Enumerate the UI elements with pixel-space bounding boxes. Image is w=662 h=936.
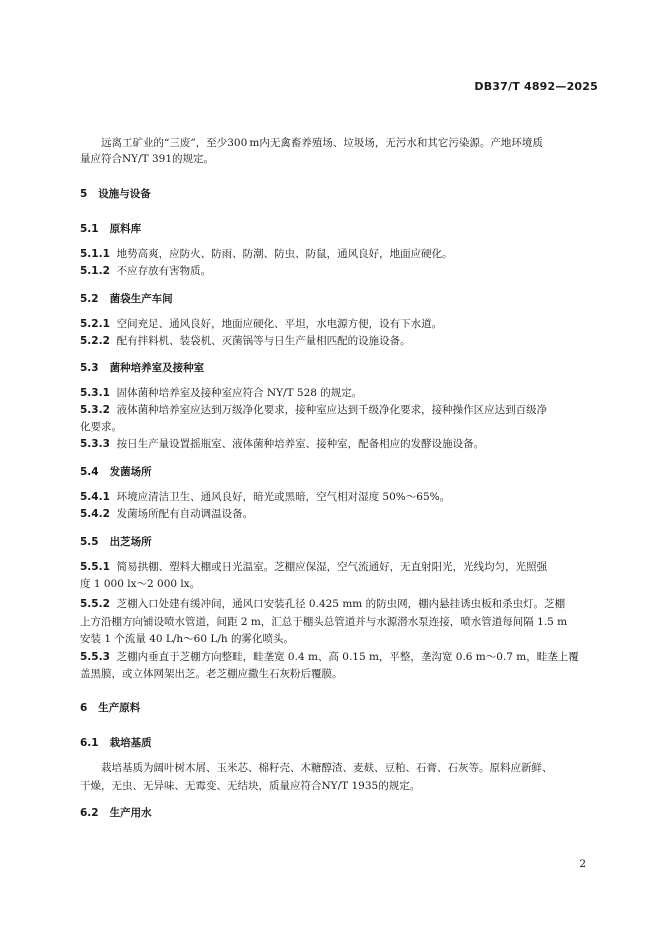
clause-number: 5.5.1	[80, 561, 110, 573]
clause-5-5-2-cont-1: 上方沿棚方向铺设喷水管道，间距 2 m，汇总于棚头总管道并与水源潜水泵连接，喷水管道每间隔 1.5 m	[80, 616, 568, 628]
clause-text: 环境应清洁卫生、通风良好，暗光或黑暗，空气相对湿度 50%～65%。	[116, 491, 451, 503]
clause-number: 5.2.1	[80, 318, 110, 330]
clause-number: 5.4.2	[80, 508, 110, 520]
section-number: 6.2	[80, 807, 99, 819]
clause-5-5-2	[80, 598, 565, 611]
section-number: 5.4	[80, 466, 99, 478]
section-5-3-heading	[80, 362, 204, 375]
intro-line-1: 远离工矿业的“三废”，至少300 m内无禽畜养殖场、垃圾场，无污水和其它污染源。产地环境质	[101, 137, 543, 149]
section-number: 5.3	[80, 362, 99, 374]
clause-text: 液体菌种培养室应达到万级净化要求，接种室应达到千级净化要求，接种操作区应达到百级净	[116, 404, 548, 416]
page-number: 2	[579, 858, 586, 870]
clause-text: 配有拌料机、装袋机、灭菌锅等与日生产量相匹配的设施设备。	[116, 335, 411, 347]
clause-text: 不应存放有害物质。	[116, 265, 212, 277]
clause-5-4-2	[80, 508, 253, 521]
clause-number: 5.3.2	[80, 404, 110, 416]
section-title: 设施与设备	[98, 188, 151, 200]
section-5-4-heading	[80, 466, 152, 479]
clause-5-5-3-cont: 盖黑膜，或立体网架出芝。老芝棚应撒生石灰粉后覆膜。	[80, 668, 343, 680]
section-5-5-heading	[80, 536, 152, 549]
section-title: 出芝场所	[109, 536, 152, 548]
section-number: 5.5	[80, 536, 99, 548]
section-5-heading	[80, 188, 151, 201]
clause-5-5-2-cont-2: 安装 1 个流量 40 L/h～60 L/h 的雾化喷头。	[80, 633, 294, 645]
clause-5-5-3	[80, 651, 579, 664]
clause-number: 5.3.1	[80, 387, 110, 399]
clause-number: 5.1.2	[80, 265, 110, 277]
clause-text: 简易拱棚、塑料大棚或日光温室。芝棚应保湿，空气流通好，无直射阳光，光线均匀，光照强	[116, 561, 548, 573]
clause-5-4-1	[80, 491, 450, 504]
clause-5-5-1-cont: 度 1 000 lx～2 000 lx。	[80, 578, 201, 590]
clause-5-2-1	[80, 318, 442, 331]
clause-number: 5.4.1	[80, 491, 110, 503]
clause-text: 地势高爽，应防火、防雨、防潮、防虫、防鼠，通风良好，地面应硬化。	[116, 248, 453, 260]
clause-number: 5.3.3	[80, 438, 110, 450]
section-number: 5	[80, 188, 88, 200]
clause-text: 空间充足、通风良好，地面应硬化、平坦，水电源方便，设有下水道。	[116, 318, 443, 330]
section-title: 生产原料	[98, 702, 141, 714]
section-6-heading	[80, 702, 140, 715]
clause-5-3-1	[80, 387, 362, 400]
clause-5-2-2	[80, 335, 411, 348]
clause-5-1-2	[80, 265, 211, 278]
clause-text: 发菌场所配有自动调温设备。	[116, 508, 254, 520]
section-number: 5.1	[80, 223, 99, 235]
clause-number: 5.5.2	[80, 598, 110, 610]
section-5-2-heading	[80, 293, 173, 306]
intro-line-2: 量应符合NY/T 391的规定。	[80, 153, 215, 165]
section-title: 菌袋生产车间	[109, 293, 173, 305]
section-6-1-heading	[80, 737, 152, 750]
clause-5-3-2	[80, 404, 547, 417]
section-number: 6	[80, 702, 88, 714]
section-title: 发菌场所	[109, 466, 152, 478]
clause-5-1-1	[80, 248, 453, 261]
section-title: 生产用水	[109, 807, 152, 819]
clause-5-5-1	[80, 561, 547, 574]
section-title: 菌种培养室及接种室	[109, 362, 205, 374]
clause-5-3-2-cont: 化要求。	[80, 421, 122, 433]
document-code: DB37/T 4892—2025	[474, 80, 598, 93]
clause-5-3-3	[80, 438, 484, 451]
clause-text: 按日生产量设置摇瓶室、液体菌种培养室、接种室，配备相应的发酵设施设备。	[116, 438, 485, 450]
clause-number: 5.1.1	[80, 248, 110, 260]
clause-number: 5.5.3	[80, 651, 110, 663]
clause-text: 芝棚入口处建有缓冲间，通风口安装孔径 0.425 mm 的防虫网，棚内悬挂诱虫板和杀虫灯。芝棚	[116, 598, 566, 610]
section-title: 原料库	[109, 223, 142, 235]
section-number: 6.1	[80, 737, 99, 749]
clause-number: 5.2.2	[80, 335, 110, 347]
section-title: 栽培基质	[109, 737, 152, 749]
clause-text: 固体菌种培养室及接种室应符合 NY/T 528 的规定。	[116, 387, 363, 399]
section-number: 5.2	[80, 293, 99, 305]
section-6-2-heading	[80, 807, 152, 820]
paragraph-6-1-line-1: 栽培基质为阔叶树木屑、玉米芯、棉籽壳、木糖醇渣、麦麸、豆粕、石膏、石灰等。原料应新鲜、	[101, 762, 553, 774]
clause-text: 芝棚内垂直于芝棚方向整畦，畦垄宽 0.4 m、高 0.15 m，平整，垄沟宽 0.6 m～0.7 m，畦垄上覆	[116, 651, 579, 663]
section-5-1-heading	[80, 223, 141, 236]
paragraph-6-1-line-2: 干燥，无虫、无异味、无霉变、无结块，质量应符合NY/T 1935的规定。	[80, 780, 421, 792]
